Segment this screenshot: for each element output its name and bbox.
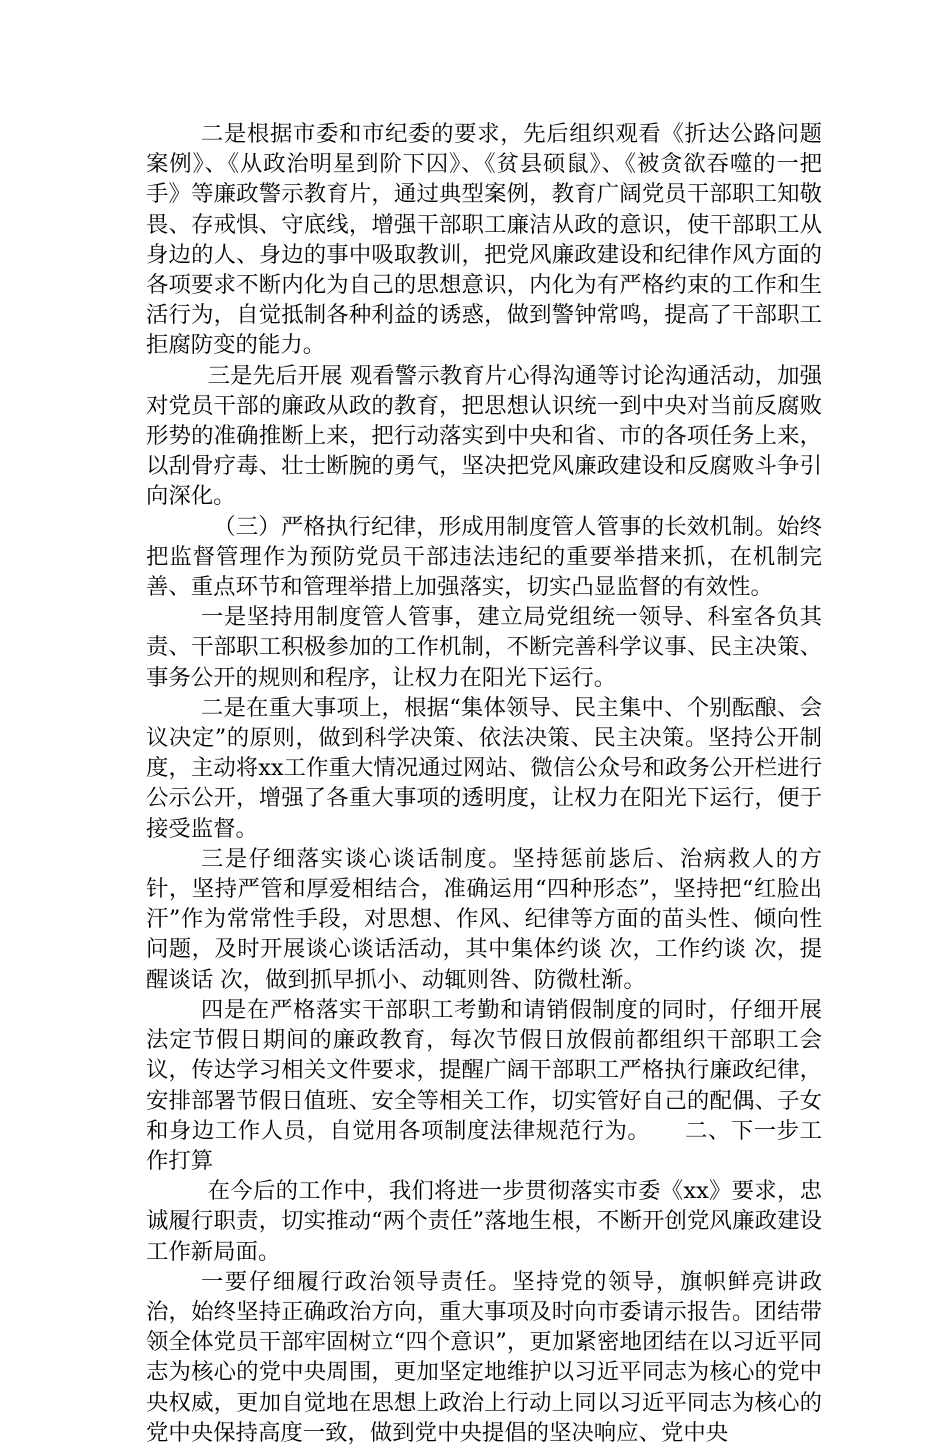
paragraph-future-work: 在今后的工作中，我们将进一步贯彻落实市委《xx》要求，忠诚履行职责，切实推动“两个责任”落地生根，不断开创党风廉政建设工作新局面。 (146, 1178, 822, 1265)
paragraph-discussion-activities: 三是先后开展 观看警示教育片心得沟通等讨论沟通活动，加强对党员干部的廉政从政的教育，把思想认识统一到中央对当前反腐败形势的准确推断上来，把行动落实到中央和省、市的各项任务上来，以刮骨疗毒、壮士断腕的勇气，坚决把党风廉政建设和反腐败斗争引向深化。 (146, 362, 822, 510)
paragraph-warning-films: 二是根据市委和市纪委的要求，先后组织观看《折达公路问题案例》、《从政治明星到阶下囚》、《贫县硕鼠》、《被贪欲吞噬的一把手》等廉政警示教育片，通过典型案例，教育广阔党员干部职工知敬畏、存戒惧、守底线，增强干部职工廉洁从政的意识，使干部职工从身边的人、身边的事中吸取教训，把党风廉政建设和纪律作风方面的各项要求不断内化为自己的思想意识，内化为有严格约束的工作和生活行为，自觉抵制各种利益的诱惑，做到警钟常鸣，提高了干部职工拒腐防变的能力。 (146, 121, 822, 359)
paragraph-major-matters: 二是在重大事项上，根据“集体领导、民主集中、个别酝酿、会议决定”的原则，做到科学决策、依法决策、民主决策。坚持公开制度，主动将xx工作重大情况通过网站、微信公众号和政务公开栏进行公示公开，增强了各重大事项的透明度，让权力在阳光下运行，便于接受监督。 (146, 694, 822, 842)
document-body (146, 119, 822, 1448)
paragraph-system-management: 一是坚持用制度管人管事，建立局党组统一领导、科室各负其责、干部职工积极参加的工作机制，不断完善科学议事、民主决策、事务公开的规则和程序，让权力在阳光下运行。 (146, 604, 822, 691)
paragraph-attendance-leave: 四是在严格落实干部职工考勤和请销假制度的同时，仔细开展法定节假日期间的廉政教育，每次节假日放假前都组织干部职工会议，传达学习相关文件要求，提醒广阔干部职工严格执行廉政纪律，安排部署节假日值班、安全等相关工作，切实管好自己的配偶、子女和身边工作人员，自觉用各项制度法律规范行为。 二、下一步工作打算 (146, 996, 822, 1174)
paragraph-section-three-heading: （三）严格执行纪律，形成用制度管人管事的长效机制。始终把监督管理作为预防党员干部违法违纪的重要举措来抓，在机制完善、重点环节和管理举措上加强落实，切实凸显监督的有效性。 (146, 513, 822, 601)
paragraph-talk-system: 三是仔细落实谈心谈话制度。坚持惩前毖后、治病救人的方针，坚持严管和厚爱相结合，准确运用“四种形态”，坚持把“红脸出汗”作为常常性手段，对思想、作风、纪律等方面的苗头性、倾向性问题，及时开展谈心谈话活动，其中集体约谈 次，工作约谈 次，提醒谈话 次，做到抓早抓小、动辄则咎、防微杜渐。 (146, 845, 822, 993)
paragraph-political-leadership: 一要仔细履行政治领导责任。坚持党的领导，旗帜鲜亮讲政治，始终坚持正确政治方向，重大事项及时向市委请示报告。团结带领全体党员干部牢固树立“四个意识”，更加紧密地团结在以习近平同志为核心的党中央周围，更加坚定地维护以习近平同志为核心的党中央权威，更加自觉地在思想上政治上行动上同以习近平同志为核心的党中央保持高度一致，做到党中央提倡的坚决响应、党中央 (146, 1268, 822, 1446)
